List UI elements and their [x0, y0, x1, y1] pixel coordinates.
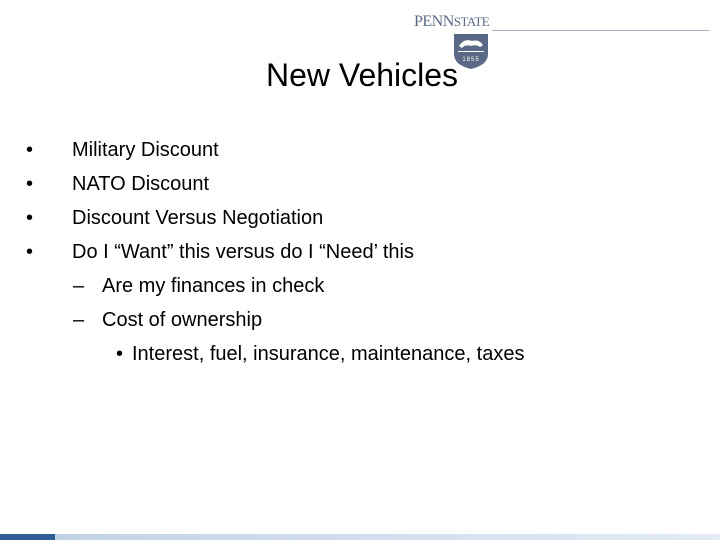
- logo-shield-year: 1855: [462, 57, 480, 63]
- logo-wordmark-state: STATE: [453, 14, 490, 29]
- bullet-text: Cost of ownership: [102, 309, 263, 331]
- logo-wordmark-penn: PENN: [414, 13, 454, 30]
- logo-wordmark: [414, 14, 489, 30]
- bullet-marker: •: [26, 173, 34, 195]
- footer-bar: [0, 534, 720, 540]
- bullet-text: NATO Discount: [72, 173, 210, 195]
- bullet-marker: •: [26, 139, 34, 161]
- bullet-text: Interest, fuel, insurance, maintenance, taxes: [132, 343, 525, 365]
- bullet-text: Do I “Want” this versus do I “Need’ this: [72, 241, 414, 263]
- bullet-text: Military Discount: [72, 139, 219, 161]
- bullet-marker: •: [116, 343, 124, 365]
- slide-title: New Vehicles: [265, 57, 459, 93]
- bullet-text: Are my finances in check: [102, 275, 325, 297]
- header-rule: [492, 30, 710, 31]
- bullet-marker: –: [73, 309, 85, 331]
- bullet-marker: •: [26, 207, 34, 229]
- bullet-marker: –: [73, 275, 85, 297]
- bullet-marker: •: [26, 241, 34, 263]
- bullet-text: Discount Versus Negotiation: [72, 207, 324, 229]
